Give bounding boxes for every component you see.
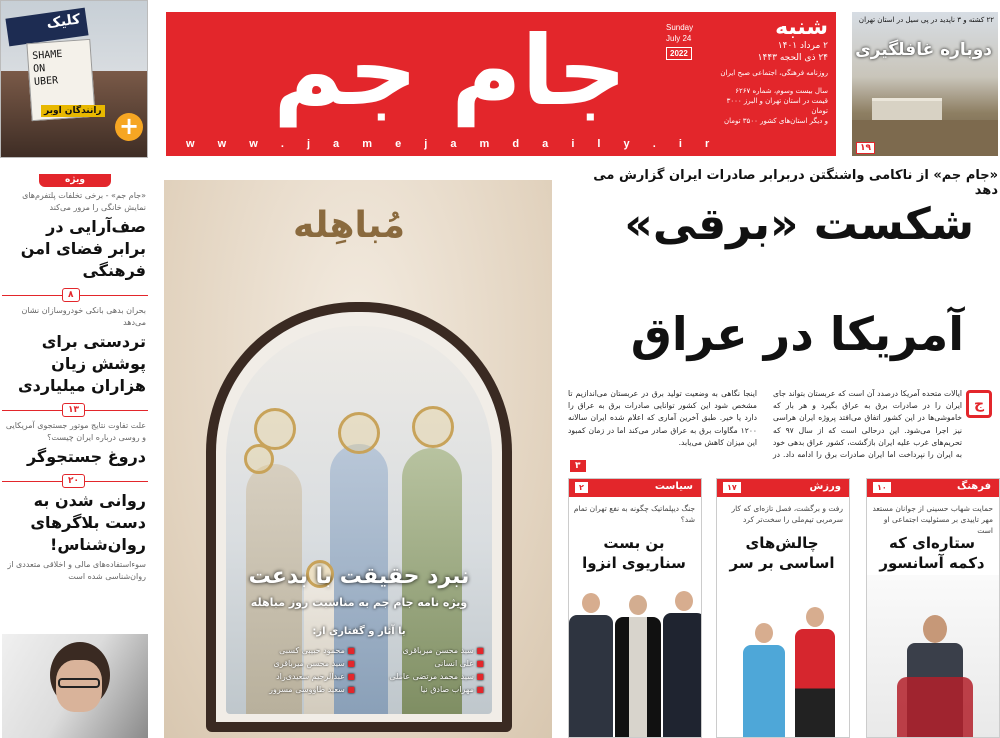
card-header [867,479,999,497]
promo-protest-sign: SHAME ON UBER [26,39,95,121]
website-url[interactable]: w w w . j a m e j a m d a i l y . i r [186,138,720,150]
contributor-name: ■ سید محمد مرتضی عاملی [363,670,484,683]
page-number-badge: ۱۹ [856,142,875,154]
leader-center [615,591,661,737]
left-column [2,174,148,738]
person-head [675,591,693,611]
page-number-badge: ۱۳ [62,403,85,417]
contributor-name: ■ سعید طاووسی مسرور [234,683,355,696]
top-news-kicker: ۲۲ کشته و ۳ ناپدید در پی سیل در استان تهران [858,16,994,24]
page-number-badge: ۲ [575,482,588,493]
newspaper-logo[interactable]: جام جم [273,15,627,127]
date-hijri: ۲۴ ذی الحجه ۱۴۴۳ [757,53,828,63]
day-of-week: شنبه [775,15,828,40]
mubahala-calligraphy: مُباهِله [293,205,405,246]
red-chair [897,677,973,737]
masthead [166,12,836,156]
story-kicker: سوءاستفاده‌های مالی و اخلاقی متعددی از روان‌شناسی شده است [7,560,146,581]
date-en: July 24 [666,34,692,43]
card-title[interactable]: بن بست سناریوی انزوا [582,534,686,572]
left-story-3[interactable] [2,420,148,468]
mubahala-poster[interactable] [164,180,552,738]
card-section: ورزش [809,481,841,492]
story-divider [2,403,148,417]
plus-icon[interactable]: + [115,113,143,141]
chair-body [897,677,973,737]
poster-contributors-label: با آثار و گفتاری از: [312,626,406,637]
gregorian-date [666,22,708,60]
promo-caption: رانندگان اوبر [41,105,105,117]
person-body [795,629,835,737]
issue-info [710,16,828,130]
person-head [806,607,824,627]
halo-icon [412,406,454,448]
card-sports[interactable] [716,478,850,738]
contributor-name: ■ سید محسن میرباقری [234,657,355,670]
card-politics[interactable] [568,478,702,738]
top-news-title[interactable]: دوباره غافلگیری [855,40,992,60]
page-number-badge: ۲۰ [62,474,85,488]
section-label-special: ویژه [39,174,111,187]
promo-badge: کلیک [5,8,88,47]
card-photo-football [717,575,849,737]
story-title[interactable]: صف‌آرایی در برابر فضای امن فرهنگی [20,217,146,280]
glasses-icon [58,678,100,688]
coach-red [795,603,835,737]
page-number-badge: ۳ [570,460,586,472]
main-story-lede: ایالات متحده آمریکا درصدد آن است که عربستان بتواند جای ایران را در صادرات برق به عراق بگیرد و هر بار که خاموشی‌ها در این کشور اتفاق می‌افتد پروژه ایران هراسی نیز اجرا می‌شود. این درحالی است که از سال ۹۷ که تحریم‌های غرب علیه ایران بازگشت، کشور عراق بدهی خود به ایران را نپرداخت اما ایران صادرات برق را ادامه داد. در اینجا نگاهی به وضعیت تولید برق در عربستان می‌اندازیم تا مشخص شود این کشور توانایی صادرات برق به عراق را دارد یا خیر. طبق آخرین آماری که اعلام شده ایران سالانه ۱۲۰۰ مگاوات برق به عراق صادر می‌کند اما در زمان کمبود این میزان کاهش می‌یابد. [568,389,962,460]
person-body [615,617,661,737]
page-number-badge: ۱۰ [873,482,891,493]
poster-subtitle: ویژه نامه جام جم به مناسبت روز مباهله [250,596,468,609]
story-divider [2,474,148,488]
story-title[interactable]: روانی شدن به دست بلاگرهای روان‌شناس! [30,491,146,554]
card-culture[interactable] [866,478,1000,738]
card-kicker: جنگ دیپلماتیک چگونه به نفع تهران تمام شد؟ [573,504,695,524]
left-story-4[interactable] [2,490,148,583]
person-body [743,645,785,737]
leader-right [663,587,702,737]
poster-title[interactable]: نبرد حقیقت با بدعت [248,564,470,589]
card-section: فرهنگ [956,481,991,492]
story-kicker: علت تفاوت نتایج موتور جستجوی آمریکایی و روسی درباره ایران چیست؟ [5,421,146,442]
person-head [923,615,947,643]
card-section: سیاست [654,481,693,492]
price-line-2: و دیگر استان‌های کشور ۳۵۰۰ تومان [723,117,828,125]
person-body [569,615,613,737]
year-en: 2022 [666,47,692,60]
card-photo-actor [867,575,999,737]
issue-number: سال بیست وسوم، شماره ۶۲۶۷ [735,87,828,95]
halo-icon [338,412,380,454]
card-kicker: حمایت شهاب حسینی از جوانان مستعد مهر تاییدی بر مسئولیت اجتماعی او است [872,504,993,535]
paper-subtitle: روزنامه فرهنگی، اجتماعی صبح ایران [720,69,828,77]
date-persian: ۲ مرداد ۱۴۰۱ [777,41,828,51]
poster-contributors [234,644,484,696]
left-story-1[interactable] [2,190,148,282]
player-blue [743,617,785,737]
story-kicker: «جام جم» - برخی تخلفات پلتفرم‌های نمایش خانگی را مرور می‌کند [22,191,146,212]
weekday-en: Sunday [666,23,694,32]
main-story-kicker: «جام جم» از ناکامی واشنگتن دربرابر صادرات ایران گزارش می دهد [593,168,998,198]
contributor-name: ■ عبدالرحیم سعیدی‌راد [234,670,355,683]
page-number-badge: ۸ [62,288,80,302]
card-header [717,479,849,497]
page-number-badge: ۱۷ [723,482,741,493]
person-body [663,613,702,737]
promo-box[interactable] [0,0,148,158]
person-head [629,595,647,615]
psychologist-photo [2,634,148,738]
jamejam-mark-icon: ج [966,390,992,418]
main-headline-line-2[interactable]: آمریکا در عراق [630,307,964,361]
bridge-shape [872,98,942,120]
story-divider [2,288,148,302]
card-title[interactable]: ستاره‌ای که دکمه آسانسور [879,534,985,572]
card-kicker: رفت و برگشت، فصل تازه‌ای که کار سرمربی تیم‌ملی را سخت‌تر کرد [731,504,843,524]
contributor-name: ■ سید محسن میرباقری [363,644,484,657]
leader-left [569,587,613,737]
person-head [582,593,600,613]
story-title[interactable]: دروغ جستجوگر [26,447,146,466]
card-header [569,479,701,497]
contributor-name: ■ محمود حبیبی کسبی [234,644,355,657]
main-headline-line-1[interactable]: شکست «برقی» [624,199,974,250]
story-kicker: بحران بدهی بانکی خودروسازان نشان می‌دهد [21,306,146,327]
card-title[interactable]: چالش‌های اساسی بر سر [729,534,835,572]
story-title[interactable]: تردستی برای پوشش زیان هزاران میلیاردی [17,332,146,395]
left-story-2[interactable] [2,305,148,397]
halo-icon [244,444,274,474]
contributor-name: ■ علی انسانی [363,657,484,670]
top-news-box[interactable] [852,12,998,156]
price-line-1: قیمت در استان تهران و البرز ۳۰۰۰ تومان [726,97,828,115]
person-head [755,623,773,643]
card-photo-leaders [569,575,701,737]
contributor-name: ■ مهراب صادق نیا [363,683,484,696]
